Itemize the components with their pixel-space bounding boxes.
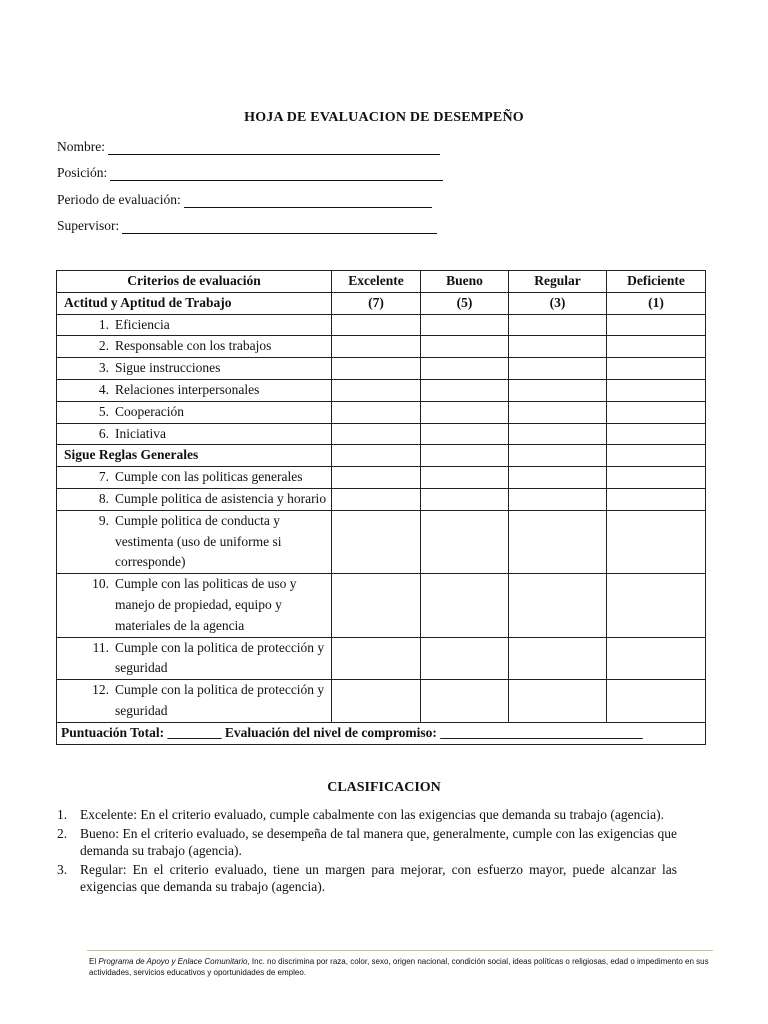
clasificacion-number: 2. [57, 825, 68, 841]
criteria-item [57, 314, 332, 336]
rating-cell[interactable] [607, 336, 706, 358]
rating-cell[interactable] [607, 379, 706, 401]
criteria-row [57, 379, 706, 401]
rating-cell[interactable] [332, 680, 421, 723]
item-number: 9. [98, 512, 109, 528]
rating-cell[interactable] [332, 358, 421, 380]
rating-cell[interactable] [607, 445, 706, 467]
criteria-row [57, 423, 706, 445]
rating-cell[interactable] [509, 314, 607, 336]
footer-prefix: El [89, 957, 97, 966]
item-number: 3. [98, 360, 109, 376]
section-label: Actitud y Aptitud de Trabajo [57, 292, 332, 314]
item-number: 10. [92, 576, 109, 592]
criteria-table [56, 270, 706, 745]
rating-cell[interactable] [509, 680, 607, 723]
item-number: 1. [98, 316, 109, 332]
criteria-row [57, 680, 706, 723]
rating-cell[interactable] [332, 467, 421, 489]
rating-cell[interactable] [509, 423, 607, 445]
item-text: Cumple con las politicas de uso y manejo de propiedad, equipo y materiales de la agencia [115, 576, 297, 633]
item-number: 2. [98, 338, 109, 354]
total-row [57, 722, 706, 744]
section-label: Sigue Reglas Generales [57, 445, 332, 467]
posicion-line[interactable] [110, 167, 443, 181]
criteria-row [57, 358, 706, 380]
item-text: Cumple politica de conducta y vestimenta (uso de uniforme si corresponde) [115, 512, 282, 570]
clasificacion-list [57, 806, 677, 897]
header-regular: Regular [509, 271, 607, 293]
score-bueno: (5) [421, 292, 509, 314]
rating-cell[interactable] [332, 423, 421, 445]
clasificacion-text: Excelente: En el criterio evaluado, cumple cabalmente con las exigencias que demanda su trabajo (agencia). [80, 807, 664, 822]
supervisor-label: Supervisor: [57, 218, 120, 233]
clasificacion-item [57, 806, 677, 824]
rating-cell[interactable] [509, 445, 607, 467]
criteria-item [57, 379, 332, 401]
rating-cell[interactable] [421, 445, 509, 467]
criteria-item [57, 401, 332, 423]
rating-cell[interactable] [332, 510, 421, 573]
rating-cell[interactable] [607, 680, 706, 723]
header-excelente: Excelente [332, 271, 421, 293]
criteria-row [57, 314, 706, 336]
criteria-item [57, 488, 332, 510]
item-text: Cumple con las politicas generales [115, 469, 303, 485]
periodo-line[interactable] [184, 194, 432, 208]
criteria-item [57, 467, 332, 489]
criteria-item [57, 637, 332, 680]
section-row [57, 445, 706, 467]
criteria-item [57, 574, 332, 637]
item-number: 11. [92, 639, 109, 655]
rating-cell[interactable] [509, 336, 607, 358]
page-title: HOJA DE EVALUACION DE DESEMPEÑO [244, 110, 524, 125]
rating-cell[interactable] [421, 637, 509, 680]
footer-disclaimer [89, 957, 711, 978]
supervisor-field [57, 218, 437, 234]
rating-cell[interactable] [607, 637, 706, 680]
criteria-row [57, 336, 706, 358]
item-number: 7. [98, 469, 109, 485]
item-text: Responsable con los trabajos [115, 338, 272, 354]
clasificacion-item [57, 861, 677, 896]
rating-cell[interactable] [509, 488, 607, 510]
clasificacion-number: 1. [57, 807, 68, 822]
criteria-item [57, 680, 332, 723]
score-regular: (3) [509, 292, 607, 314]
criteria-item [57, 423, 332, 445]
rating-cell[interactable] [607, 488, 706, 510]
periodo-field [57, 192, 432, 208]
footer-divider [87, 950, 713, 951]
section-row [57, 292, 706, 314]
rating-cell[interactable] [509, 467, 607, 489]
rating-cell[interactable] [421, 401, 509, 423]
criteria-item [57, 336, 332, 358]
rating-cell[interactable] [332, 336, 421, 358]
item-text: Cumple con la politica de protección y seguridad [115, 639, 325, 676]
supervisor-line[interactable] [122, 220, 437, 234]
rating-cell[interactable] [421, 488, 509, 510]
rating-cell[interactable] [332, 314, 421, 336]
rating-cell[interactable] [421, 467, 509, 489]
item-text: Eficiencia [115, 316, 170, 332]
criteria-row [57, 510, 706, 573]
nombre-field [57, 139, 440, 155]
rating-cell[interactable] [332, 445, 421, 467]
item-number: 6. [98, 425, 109, 441]
header-criterios: Criterios de evaluación [57, 271, 332, 293]
criteria-row [57, 574, 706, 637]
item-text: Cumple con la politica de protección y seguridad [115, 682, 325, 718]
rating-cell[interactable] [509, 401, 607, 423]
criteria-row [57, 401, 706, 423]
rating-cell[interactable] [607, 423, 706, 445]
total-label: Puntuación Total: ________ Evaluación del nivel de compromiso: ______________________________ [57, 722, 706, 744]
clasificacion-text: Regular: En el criterio evaluado, tiene un margen para mejorar, con esfuerzo mayor, puede alcanzar las exigencias que demanda su trabajo (agencia). [80, 861, 677, 894]
rating-cell[interactable] [607, 314, 706, 336]
item-number: 8. [98, 490, 109, 506]
rating-cell[interactable] [421, 358, 509, 380]
nombre-line[interactable] [108, 141, 440, 155]
header-bueno: Bueno [421, 271, 509, 293]
rating-cell[interactable] [421, 423, 509, 445]
item-number: 12. [92, 682, 109, 698]
rating-cell[interactable] [509, 510, 607, 573]
rating-cell[interactable] [509, 574, 607, 637]
score-excelente: (7) [332, 292, 421, 314]
item-text: Cumple politica de asistencia y horario [115, 490, 327, 506]
score-deficiente: (1) [607, 292, 706, 314]
criteria-item [57, 510, 332, 573]
item-text: Relaciones interpersonales [115, 381, 260, 397]
clasificacion-item [57, 825, 677, 860]
rating-cell[interactable] [332, 574, 421, 637]
footer-org: Programa de Apoyo y Enlace Comunitario [98, 957, 248, 966]
rating-cell[interactable] [421, 510, 509, 573]
rating-cell[interactable] [607, 574, 706, 637]
rating-cell[interactable] [509, 637, 607, 680]
rating-cell[interactable] [607, 401, 706, 423]
rating-cell[interactable] [421, 314, 509, 336]
nombre-label: Nombre: [57, 139, 105, 154]
rating-cell[interactable] [421, 680, 509, 723]
rating-cell[interactable] [607, 467, 706, 489]
item-number: 4. [98, 381, 109, 397]
criteria-row [57, 488, 706, 510]
criteria-item [57, 358, 332, 380]
periodo-label: Periodo de evaluación: [57, 192, 181, 207]
rating-cell[interactable] [332, 488, 421, 510]
clasificacion-text: Bueno: En el criterio evaluado, se desempeña de tal manera que, generalmente, cumple con las exigencias que demanda su trabajo (agencia). [80, 825, 677, 858]
criteria-row [57, 637, 706, 680]
item-text: Cooperación [115, 403, 184, 419]
rating-cell[interactable] [421, 574, 509, 637]
clasificacion-title: CLASIFICACION [327, 780, 441, 795]
item-text: Iniciativa [115, 425, 166, 441]
rating-cell[interactable] [607, 358, 706, 380]
rating-cell[interactable] [421, 379, 509, 401]
item-text: Sigue instrucciones [115, 360, 221, 376]
rating-cell[interactable] [509, 379, 607, 401]
footer-text: , Inc. no discrimina por raza, color, sexo, origen nacional, condición social, ideas políticas o religiosas, edad o impedimento en sus actividades, servicios educativos y oportunidades de empleo. [89, 957, 709, 977]
header-deficiente: Deficiente [607, 271, 706, 293]
clasificacion-number: 3. [57, 861, 68, 877]
item-number: 5. [98, 403, 109, 419]
rating-cell[interactable] [509, 358, 607, 380]
rating-cell[interactable] [421, 336, 509, 358]
posicion-field [57, 165, 443, 181]
rating-cell[interactable] [607, 510, 706, 573]
rating-cell[interactable] [332, 401, 421, 423]
header-row [57, 271, 706, 293]
posicion-label: Posición: [57, 165, 108, 180]
rating-cell[interactable] [332, 379, 421, 401]
rating-cell[interactable] [332, 637, 421, 680]
criteria-row [57, 467, 706, 489]
